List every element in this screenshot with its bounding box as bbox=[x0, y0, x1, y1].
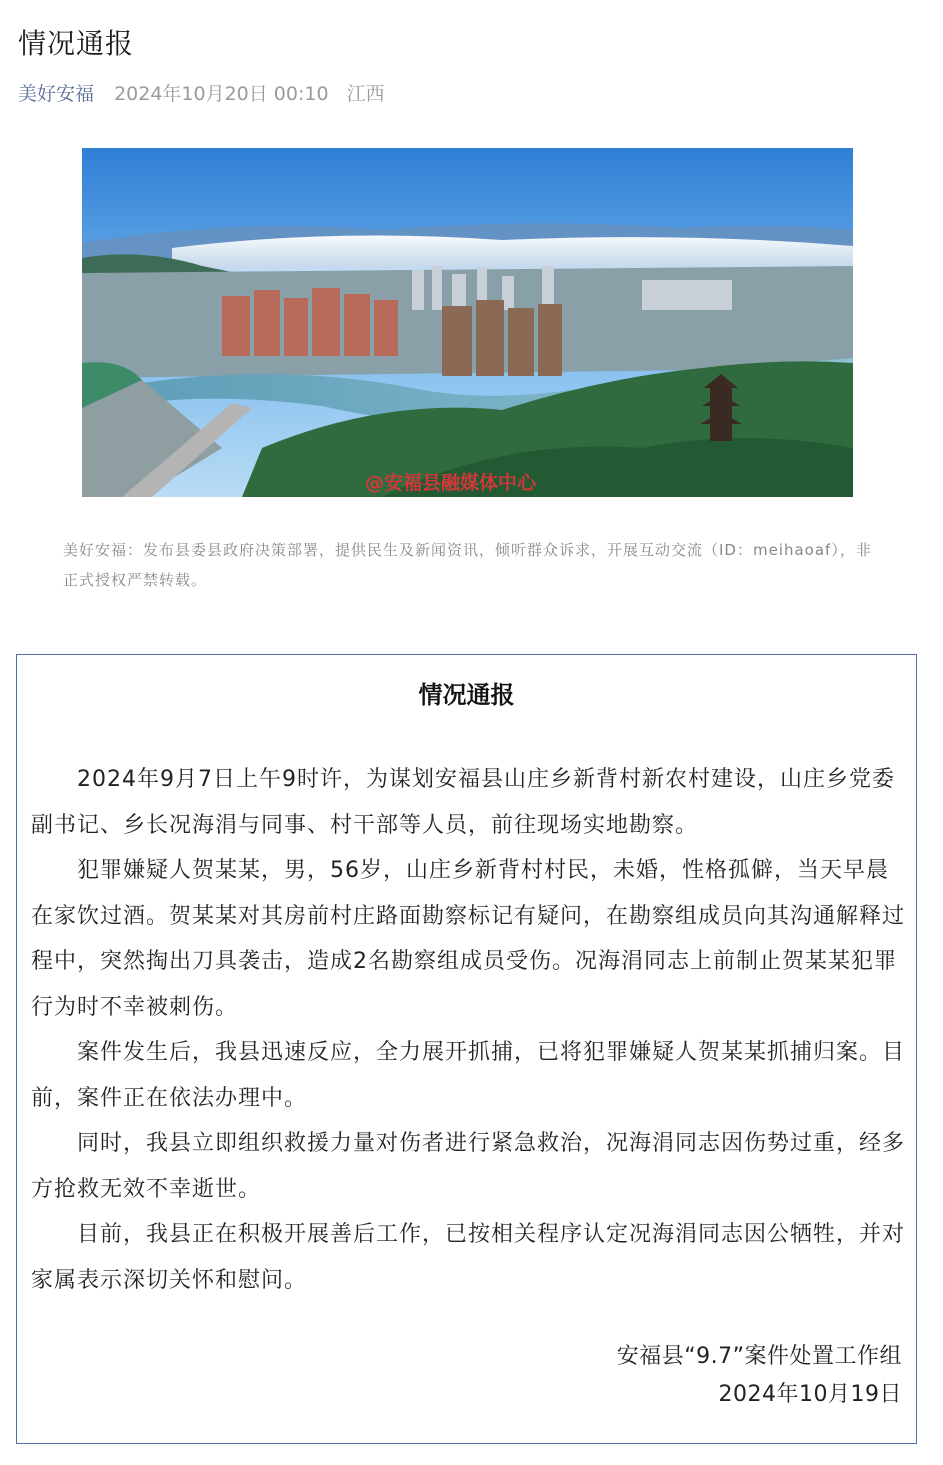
notice-body bbox=[31, 757, 906, 1303]
signature-date: 2024年10月19日 bbox=[718, 1382, 902, 1407]
notice-heading: 情况通报 bbox=[418, 681, 515, 709]
banner-watermark: @安福县融媒体中心 bbox=[365, 472, 537, 494]
notice-paragraph: 2024年9月7日上午9时许，为谋划安福县山庄乡新背村新农村建设，山庄乡党委副书记、乡长况海涓与同事、村干部等人员，前往现场实地勘察。 bbox=[31, 767, 895, 838]
publish-location: 江西 bbox=[346, 83, 385, 105]
notice-box bbox=[16, 654, 917, 1444]
notice-paragraph: 犯罪嫌疑人贺某某，男，56岁，山庄乡新背村村民，未婚，性格孤僻，当天早晨在家饮过酒。贺某某对其房前村庄路面勘察标记有疑问，在勘察组成员向其沟通解释过程中，突然掏出刀具袭击，造成2名勘察组成员受伤。况海涓同志上前制止贺某某犯罪行为时不幸被刺伤。 bbox=[31, 858, 906, 1020]
signature-org: 安福县“9.7”案件处置工作组 bbox=[616, 1344, 902, 1369]
notice-paragraph: 目前，我县正在积极开展善后工作，已按相关程序认定况海涓同志因公牺牲，并对家属表示深切关怀和慰问。 bbox=[31, 1222, 906, 1293]
account-name-link[interactable]: 美好安福 bbox=[18, 83, 95, 105]
notice-paragraph: 同时，我县立即组织救援力量对伤者进行紧急救治，况海涓同志因伤势过重，经多方抢救无效不幸逝世。 bbox=[31, 1131, 906, 1202]
article-meta bbox=[18, 79, 385, 106]
city-landscape-illustration bbox=[82, 148, 853, 497]
notice-paragraph: 案件发生后，我县迅速反应，全力展开抓捕，已将犯罪嫌疑人贺某某抓捕归案。目前，案件正在依法办理中。 bbox=[31, 1040, 906, 1111]
publish-date: 2024年10月20日 00:10 bbox=[114, 83, 329, 105]
account-intro: 美好安福：发布县委县政府决策部署，提供民生及新闻资讯，倾听群众诉求，开展互动交流（ID：meihaoaf），非正式授权严禁转载。 bbox=[63, 541, 872, 589]
banner-image bbox=[82, 148, 853, 497]
article-title: 情况通报 bbox=[18, 27, 135, 60]
